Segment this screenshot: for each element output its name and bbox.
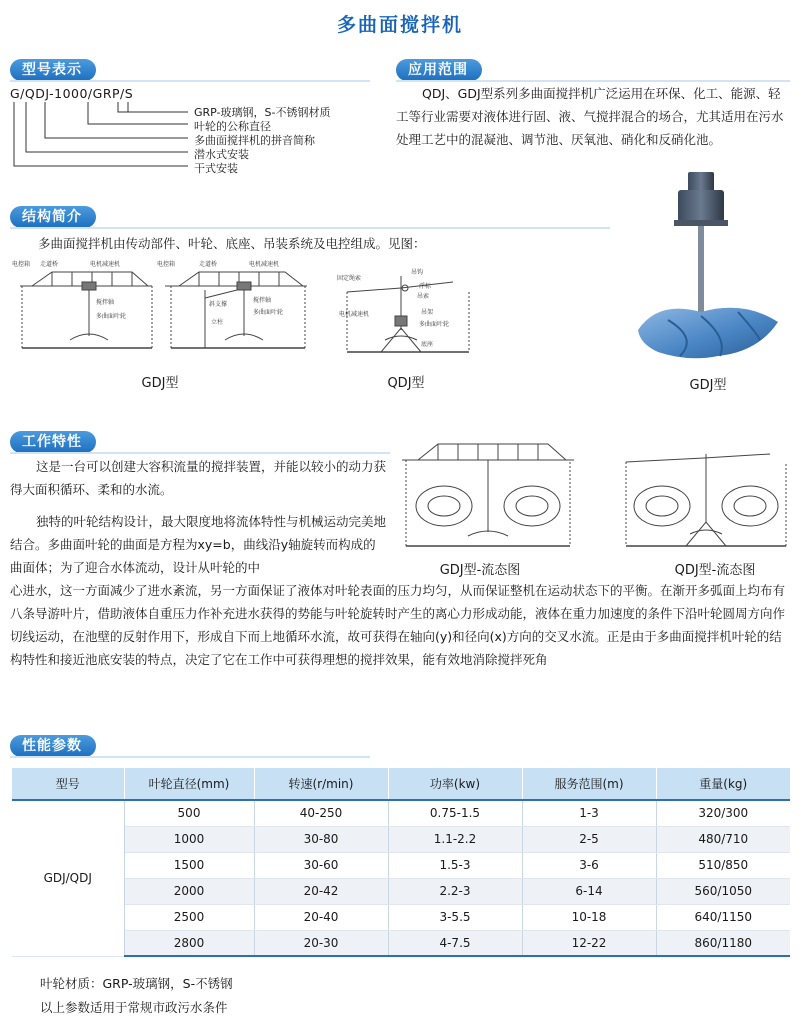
col-weight: 重量(kg) — [656, 768, 790, 800]
model-legend-diameter: 叶轮的公称直径 — [194, 120, 271, 133]
gdj-structure-diagram-1 — [12, 258, 157, 360]
structure-text: 多曲面搅拌机由传动部件、叶轮、底座、吊装系统及电控组成。见图： — [38, 236, 426, 251]
note-material: 叶轮材质：GRP-玻璃钢，S-不锈钢 — [40, 976, 233, 991]
section-underline — [10, 452, 390, 454]
label-bridge: 走道桥 — [40, 261, 59, 268]
cell: 10-18 — [522, 904, 656, 930]
section-underline — [10, 227, 610, 229]
table-row — [12, 930, 790, 956]
label-impeller: 多曲面叶轮 — [253, 309, 284, 316]
application-text: QDJ、GDJ型系列多曲面搅拌机广泛运用在环保、化工、能源、轻工等行业需要对液体进行固、液、气搅拌混合的场合，尤其适用在污水处理工艺中的混凝池、调节池、厌氧池、硝化和反硝化池。 — [396, 86, 784, 147]
table-row — [12, 826, 790, 852]
cell: 500 — [124, 800, 254, 826]
cell: 4-7.5 — [388, 930, 522, 956]
label-bridge: 走道桥 — [199, 261, 218, 268]
cell: 3-6 — [522, 852, 656, 878]
page-title: 多曲面搅拌机 — [336, 14, 463, 36]
caption-qdj-flow: QDJ型-流态图 — [674, 563, 756, 578]
section-header-application: 应用范围 — [396, 59, 482, 81]
caption-gdj-flow: GDJ型-流态图 — [439, 563, 521, 578]
col-speed: 转速(r/min) — [254, 768, 388, 800]
note-conditions: 以上参数适用于常规市政污水条件 — [40, 1000, 228, 1015]
section-header-structure: 结构简介 — [10, 206, 96, 228]
label-motor: 电机减速机 — [249, 261, 280, 268]
label-hook: 吊钩 — [411, 269, 424, 276]
table-row — [12, 904, 790, 930]
col-power: 功率(kw) — [388, 768, 522, 800]
cell: 30-60 — [254, 852, 388, 878]
label-impeller: 多曲面叶轮 — [419, 321, 450, 328]
table-row — [12, 800, 790, 826]
cell: 510/850 — [656, 852, 790, 878]
cell: 1.5-3 — [388, 852, 522, 878]
label-frame: 吊架 — [421, 309, 434, 316]
cell: 0.75-1.5 — [388, 800, 522, 826]
model-code: G/QDJ-1000/GRP/S — [10, 86, 134, 101]
label-shaft: 搅拌轴 — [253, 297, 272, 304]
label-cable: 吊索 — [417, 293, 430, 300]
col-range: 服务范围(m) — [522, 768, 656, 800]
cell: 640/1150 — [656, 904, 790, 930]
label-shaft: 搅拌轴 — [96, 299, 115, 306]
cell: 480/710 — [656, 826, 790, 852]
section-header-features: 工作特性 — [10, 431, 96, 453]
cell: 1-3 — [522, 800, 656, 826]
table-row — [12, 852, 790, 878]
gdj-flow-diagram — [398, 440, 578, 556]
cell: 2800 — [124, 930, 254, 956]
cell: 20-30 — [254, 930, 388, 956]
cell: 2000 — [124, 878, 254, 904]
cell: 6-14 — [522, 878, 656, 904]
label-box: 电控箱 — [12, 261, 31, 268]
model-legend-submersible: 潜水式安装 — [194, 148, 249, 161]
gdj-structure-diagram-2 — [157, 258, 312, 360]
cell: 20-42 — [254, 878, 388, 904]
label-float: 浮标 — [419, 283, 432, 290]
cell: 2500 — [124, 904, 254, 930]
label-motor: 电机减速机 — [90, 261, 121, 268]
cell: 20-40 — [254, 904, 388, 930]
cell: 320/300 — [656, 800, 790, 826]
section-underline — [10, 80, 370, 82]
cell: 30-80 — [254, 826, 388, 852]
label-motor: 电机减速机 — [339, 311, 370, 318]
features-paragraph-2a: 独特的叶轮结构设计，最大限度地将流体特性与机械运动完美地结合。多曲面叶轮的曲面是方程为xy=b，曲线沿y轴旋转而构成的曲面体；为了迎合水体流动，设计从叶轮的中 — [10, 514, 387, 575]
col-diameter: 叶轮直径(mm) — [124, 768, 254, 800]
label-box: 电控箱 — [157, 261, 176, 268]
label-brace: 斜支撑 — [209, 301, 228, 308]
table-row — [12, 878, 790, 904]
label-base: 底座 — [421, 341, 434, 348]
caption-gdj-photo: GDJ型 — [689, 378, 727, 393]
label-column: 立柱 — [211, 319, 224, 326]
cell: 2.2-3 — [388, 878, 522, 904]
model-cell: GDJ/QDJ — [12, 800, 124, 956]
section-header-performance: 性能参数 — [10, 735, 96, 757]
table-header-row — [12, 768, 790, 800]
cell: 40-250 — [254, 800, 388, 826]
qdj-structure-diagram — [333, 266, 473, 362]
cell: 1.1-2.2 — [388, 826, 522, 852]
col-model: 型号 — [12, 768, 124, 800]
cell: 860/1180 — [656, 930, 790, 956]
section-header-model: 型号表示 — [10, 59, 96, 81]
cell: 3-5.5 — [388, 904, 522, 930]
caption-qdj-structure: QDJ型 — [387, 376, 425, 391]
qdj-flow-diagram — [620, 446, 790, 556]
cell: 2-5 — [522, 826, 656, 852]
model-legend-dry: 干式安装 — [194, 162, 238, 175]
caption-gdj-structure: GDJ型 — [141, 376, 179, 391]
features-paragraph-2b: 心进水，这一方面减少了进水紊流，另一方面保证了液体对叶轮表面的压力均匀，从而保证整机在运动状态下的平衡。在渐开多弧面上均布有八条导游叶片，借助液体自重压力作补充进水获得的势能与叶轮旋转时产生的离心力形成动能，液体在重力加速度的条件下沿叶轮圆周方向作切线运动，在池壁的反射作用下，形成自下而上地循环水流，故可获得在轴向(y)和径向(x)方向的交叉水流。正是由于多曲面搅拌机叶轮的结构特性和接近池底安装的特点，决定了它在工作中可获得理想的搅拌效果，能有效地消除搅拌死角 — [10, 583, 786, 667]
performance-table — [12, 768, 790, 957]
gdj-mixer-photo — [628, 170, 788, 380]
features-paragraph-1: 这是一台可以创建大容积流量的搅拌装置，并能以较小的动力获得大面积循环、柔和的水流。 — [10, 459, 387, 497]
label-impeller: 多曲面叶轮 — [96, 313, 127, 320]
model-legend-abbrev: 多曲面搅拌机的拼音简称 — [194, 134, 315, 147]
section-underline — [10, 756, 370, 758]
label-rope: 固定绳索 — [337, 275, 362, 282]
cell: 560/1050 — [656, 878, 790, 904]
cell: 1000 — [124, 826, 254, 852]
cell: 1500 — [124, 852, 254, 878]
cell: 12-22 — [522, 930, 656, 956]
model-legend-material: GRP-玻璃钢，S-不锈钢材质 — [194, 106, 331, 119]
